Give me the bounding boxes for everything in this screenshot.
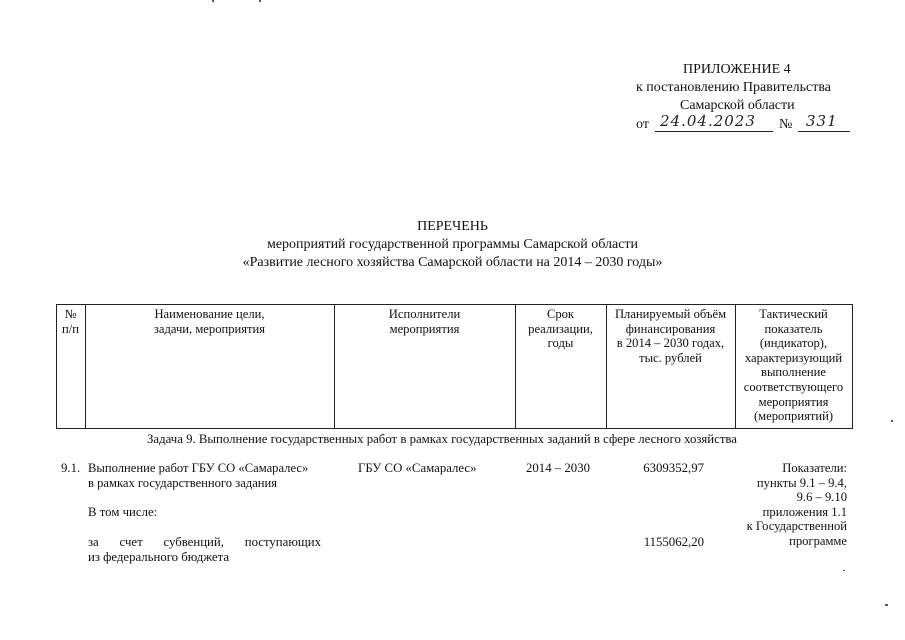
row-num: 9.1. <box>61 461 81 475</box>
table-top-border <box>56 304 853 305</box>
annex-date-prefix: от <box>636 117 649 132</box>
annex-line-1: к постановлению Правительства <box>636 80 832 95</box>
row-executor: ГБУ СО «Самаралес» <box>358 461 477 475</box>
header-name: Наименование цели, задачи, мероприятия <box>153 307 266 336</box>
header-num: № п/п <box>62 307 79 336</box>
scan-speck <box>885 604 888 606</box>
list-title: ПЕРЕЧЕНЬ <box>417 219 488 234</box>
scan-speck <box>843 570 845 571</box>
subrow-amount: 1155062,20 <box>643 535 704 549</box>
number-underline <box>798 131 850 132</box>
annex-number-value: 331 <box>806 112 838 130</box>
annex-date-value: 24.04.2023 <box>660 112 756 130</box>
annex-line-2: Самарской области <box>680 98 795 113</box>
annex-title: ПРИЛОЖЕНИЕ 4 <box>683 62 791 77</box>
header-executors: Исполнители мероприятия <box>388 307 461 336</box>
header-indicator: Тактический показатель (индикатор), характеризующий выполнение соответствующего мероприятия (мероприятий) <box>743 307 844 424</box>
col-border-6 <box>852 304 853 428</box>
row-term: 2014 – 2030 <box>526 461 590 475</box>
row-indicator: Показатели: пункты 9.1 – 9.4, 9.6 – 9.10 приложения 1.1 к Государственной программе <box>746 461 847 548</box>
header-term: Срок реализации, годы <box>528 307 593 351</box>
header-financing: Планируемый объём финансирования в 2014 – 2030 годах, тыс. рублей <box>614 307 727 365</box>
annex-number-prefix: № <box>779 117 793 132</box>
list-subtitle-2: «Развитие лесного хозяйства Самарской области на 2014 – 2030 годы» <box>242 255 663 270</box>
date-underline <box>655 131 773 132</box>
scan-speck <box>891 420 893 422</box>
task-row: Задача 9. Выполнение государственных работ в рамках государственных заданий в сфере лесного хозяйства <box>147 432 737 446</box>
including-label: В том числе: <box>88 505 158 519</box>
subrow-name-line1: за счет субвенций, поступающих <box>88 535 321 549</box>
subrow-name-line2: из федерального бюджета <box>88 550 229 564</box>
table-header-bottom-border <box>56 428 853 429</box>
row-name: Выполнение работ ГБУ СО «Самаралес» в рамках государственного задания <box>88 461 309 490</box>
row-amount: 6309352,97 <box>643 461 704 475</box>
list-subtitle-1: мероприятий государственной программы Самарской области <box>266 237 639 252</box>
scan-speck <box>259 0 261 2</box>
scan-speck <box>212 0 214 2</box>
